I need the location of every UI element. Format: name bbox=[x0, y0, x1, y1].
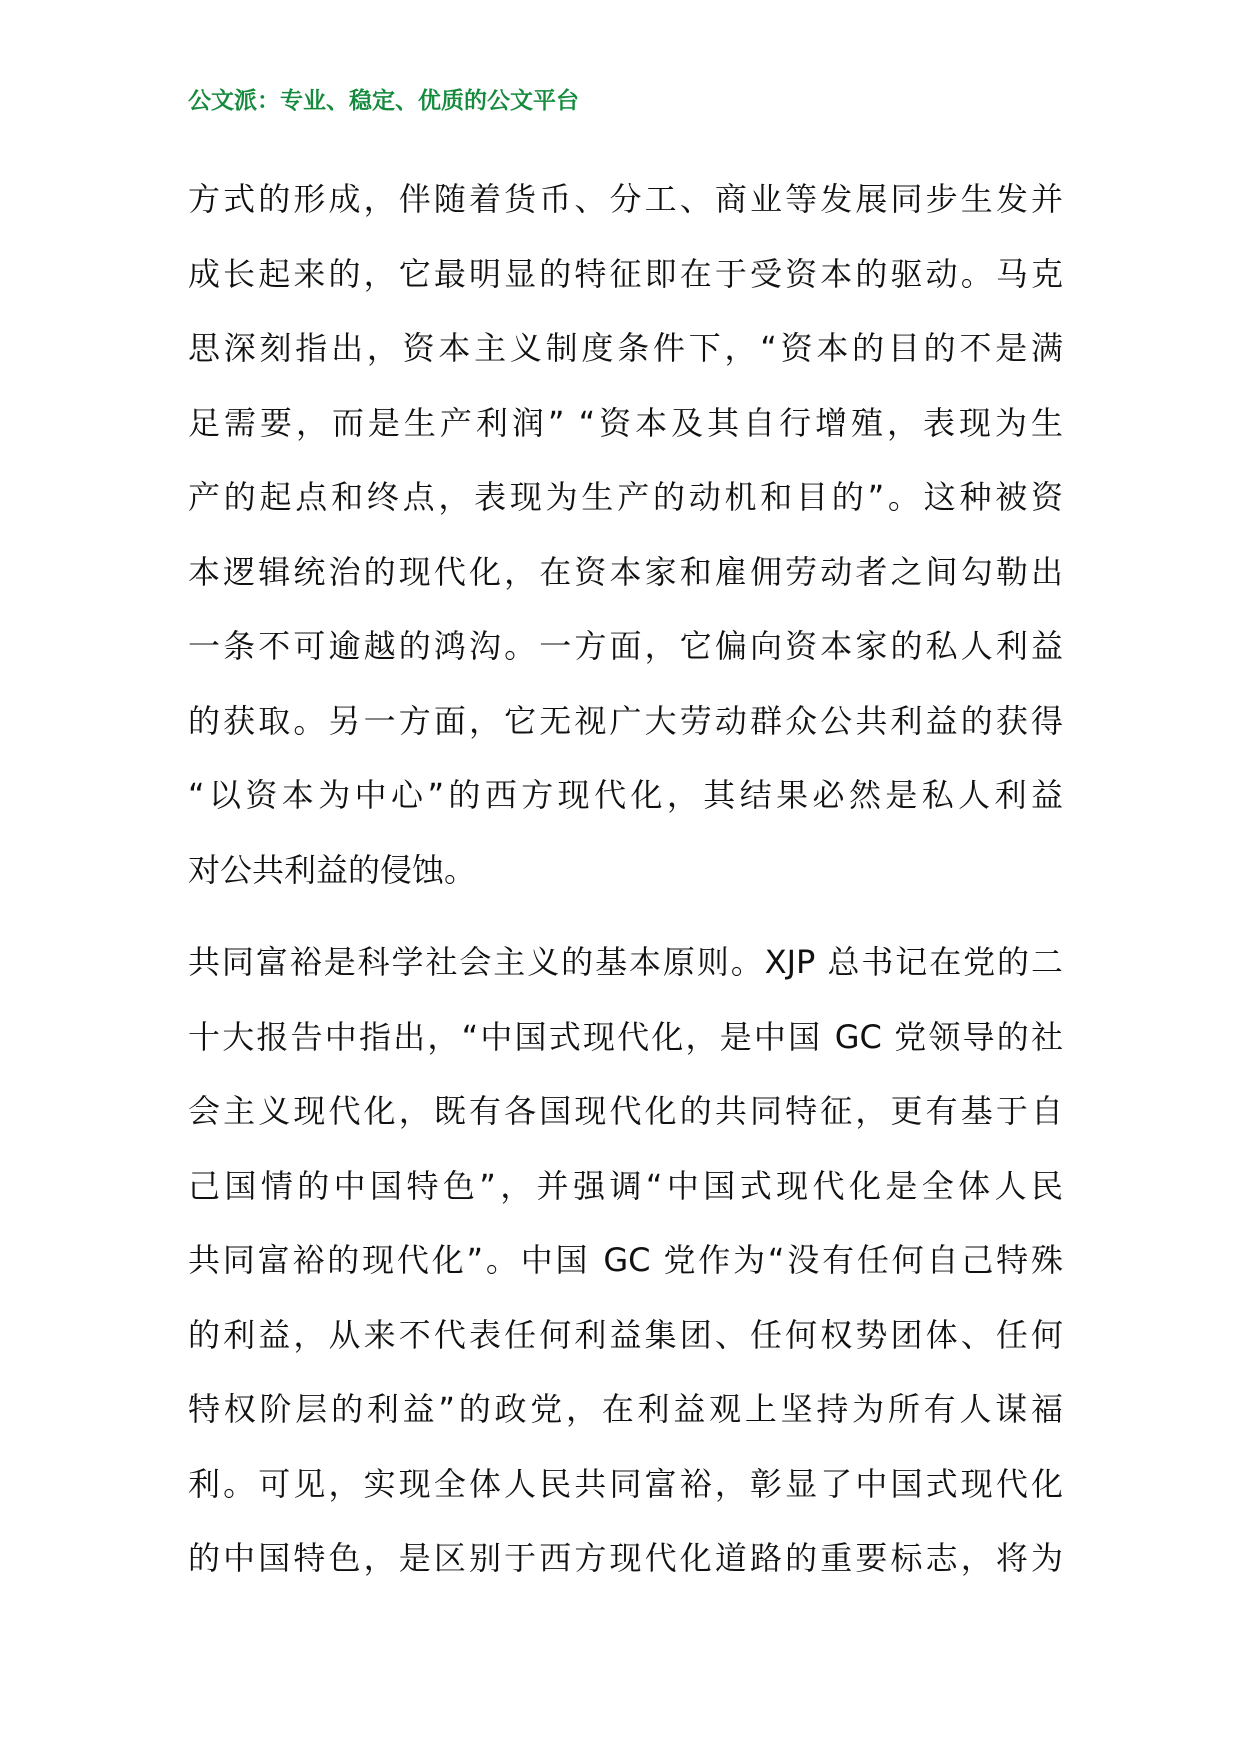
text-line: 成长起来的，它最明显的特征即在于受资本的驱动。马克 bbox=[188, 254, 1063, 293]
paragraph-1 bbox=[188, 162, 1063, 907]
text-line: 特权阶层的利益”的政党，在利益观上坚持为所有人谋福 bbox=[188, 1390, 1063, 1428]
text-line: 的利益，从来不代表任何利益集团、任何权势团体、任何 bbox=[188, 1315, 1063, 1354]
text-line: 十大报告中指出，“中国式现代化，是中国 GC 党领导的社 bbox=[188, 1017, 1063, 1056]
text-line: 对公共利益的侵蚀。 bbox=[188, 850, 477, 889]
text-line: 共同富裕的现代化”。中国 GC 党作为“没有任何自己特殊 bbox=[188, 1241, 1063, 1279]
text-line: 一条不可逾越的鸿沟。一方面，它偏向资本家的私人利益 bbox=[188, 627, 1063, 665]
text-line: 本逻辑统治的现代化，在资本家和雇佣劳动者之间勾勒出 bbox=[188, 552, 1063, 591]
text-line: 足需要，而是生产利润” “资本及其自行增殖，表现为生 bbox=[188, 403, 1063, 442]
text-line: 思深刻指出，资本主义制度条件下，“资本的目的不是满 bbox=[188, 329, 1063, 367]
paragraph-2 bbox=[188, 925, 1063, 1596]
text-line: 利。可见，实现全体人民共同富裕，彰显了中国式现代化 bbox=[188, 1464, 1063, 1503]
text-line: 的中国特色，是区别于西方现代化道路的重要标志，将为 bbox=[188, 1539, 1063, 1577]
text-line: 产的起点和终点，表现为生产的动机和目的”。这种被资 bbox=[188, 478, 1063, 516]
text-line: 己国情的中国特色”，并强调“中国式现代化是全体人民 bbox=[188, 1166, 1063, 1205]
body-text bbox=[188, 162, 1063, 1596]
text-line: 共同富裕是科学社会主义的基本原则。XJP 总书记在党的二 bbox=[188, 943, 1063, 981]
text-line: 会主义现代化，既有各国现代化的共同特征，更有基于自 bbox=[188, 1092, 1063, 1130]
page-header-title: 公文派：专业、稳定、优质的公文平台 bbox=[188, 87, 579, 114]
text-line: 的获取。另一方面，它无视广大劳动群众公共利益的获得 bbox=[188, 701, 1063, 740]
text-line: 方式的形成，伴随着货币、分工、商业等发展同步生发并 bbox=[188, 180, 1063, 218]
text-line: “以资本为中心”的西方现代化，其结果必然是私人利益 bbox=[188, 776, 1063, 814]
